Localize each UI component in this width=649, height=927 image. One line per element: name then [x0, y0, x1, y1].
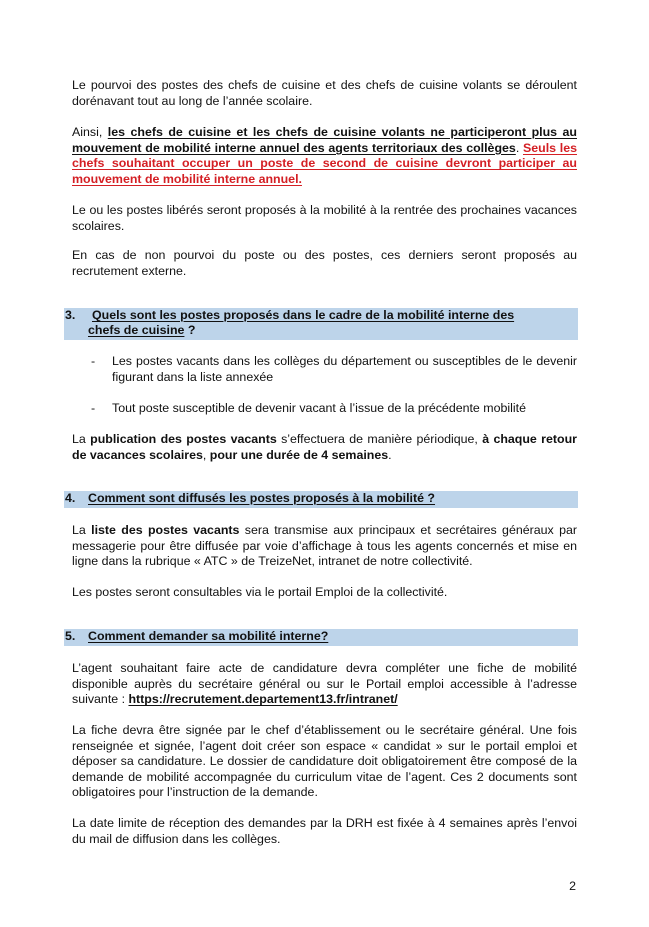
section-3-title-line2: chefs de cuisine	[88, 323, 185, 337]
paragraph-chefs-pourvoi: Le pourvoi des postes des chefs de cuisine et des chefs de cuisine volants se déroulent dorénavant tout au long de l’année scolaire.	[72, 78, 577, 108]
paragraph-non-pourvoi: En cas de non pourvoi du poste ou des postes, ces derniers seront proposés au recrutement externe.	[72, 248, 577, 278]
paragraph-liste-postes	[72, 523, 577, 570]
paragraph-candidature	[72, 661, 577, 708]
seconds-de-cuisine-notice: Seuls les chefs souhaitant occuper un poste de second de cuisine devront participer au mouvement de mobilité interne annuel.	[72, 140, 577, 186]
recrutement-link[interactable]: https://recrutement.departement13.fr/intranet/	[128, 692, 398, 707]
paragraph-date-limite: La date limite de réception des demandes par la DRH est fixée à 4 semaines après l’envoi du mail de diffusion dans les collèges.	[72, 816, 577, 846]
ainsi-intro: Ainsi,	[72, 125, 108, 139]
section-3-title-line1: Quels sont les postes proposés dans le cadre de la mobilité interne des	[92, 308, 515, 322]
ainsi-period: .	[515, 140, 520, 155]
publication-comma: ,	[202, 447, 210, 462]
paragraph-portail-emploi: Les postes seront consultables via le portail Emploi de la collectivité.	[72, 585, 448, 599]
publication-end: .	[388, 447, 392, 462]
section-3-title-suffix: ?	[184, 323, 196, 337]
candidature-text: L’agent souhaitant faire acte de candidature devra compléter une fiche de mobilité disponible auprès du secrétaire général ou sur le Portail emploi accessible à l’adresse suivante :	[72, 661, 577, 707]
paragraph-publication	[72, 432, 577, 463]
paragraph-postes-liberes: Le ou les postes libérés seront proposés à la mobilité à la rentrée des prochaines vacances scolaires.	[72, 203, 577, 233]
bullet-poste-susceptible: Tout poste susceptible de devenir vacant à l’issue de la précédente mobilité	[112, 401, 526, 415]
section-3-heading	[64, 308, 578, 340]
chefs-exclusion-statement: les chefs de cuisine et les chefs de cuisine volants ne participeront plus au mouvement de mobilité interne annuel des agents territoriaux des collèges	[72, 125, 577, 155]
section-4-title: Comment sont diffusés les postes proposés à la mobilité ?	[88, 491, 436, 505]
bullet-marker: -	[91, 354, 96, 368]
section-5-number: 5.	[65, 629, 76, 643]
publication-intro: La	[72, 432, 91, 446]
publication-duration: pour une durée de 4 semaines	[209, 447, 389, 462]
bullet-postes-vacants: Les postes vacants dans les collèges du département ou susceptibles de le devenir figurant dans la liste annexée	[112, 354, 577, 384]
bullet-marker: -	[91, 401, 96, 415]
page-number: 2	[569, 879, 576, 893]
liste-postes-vacants-bold: liste des postes vacants	[91, 523, 240, 537]
paragraph-ainsi	[72, 125, 577, 187]
section-5-title: Comment demander sa mobilité interne?	[88, 629, 329, 643]
liste-rest: sera transmise aux principaux et secrétaires généraux par messagerie pour être diffusée par voie d’affichage à tous les agents concernés et mise en ligne dans la rubrique « ATC » de TreizeNet, intranet de notre collectivité.	[72, 523, 577, 569]
section-4-heading	[64, 491, 578, 508]
section-4-number: 4.	[65, 491, 76, 505]
section-5-heading	[64, 629, 578, 646]
liste-intro: La	[72, 523, 92, 537]
publication-frequency: à chaque retour de vacances scolaires	[72, 432, 577, 462]
paragraph-fiche-signee: La fiche devra être signée par le chef d’établissement ou le secrétaire général. Une fois renseignée et signée, l’agent doit créer son espace « candidat » sur le portail emploi et déposer sa candidature. Le dossier de candidature doit obligatoirement être composé de la demande de mobilité accompagnée du curriculum vitae de l’agent. Ces 2 documents sont obligatoires pour l’instruction de la demande.	[72, 723, 577, 800]
publication-mid: s’effectuera de manière périodique,	[276, 432, 483, 446]
section-3-number: 3.	[65, 308, 76, 322]
publication-bold: publication des postes vacants	[90, 432, 277, 446]
